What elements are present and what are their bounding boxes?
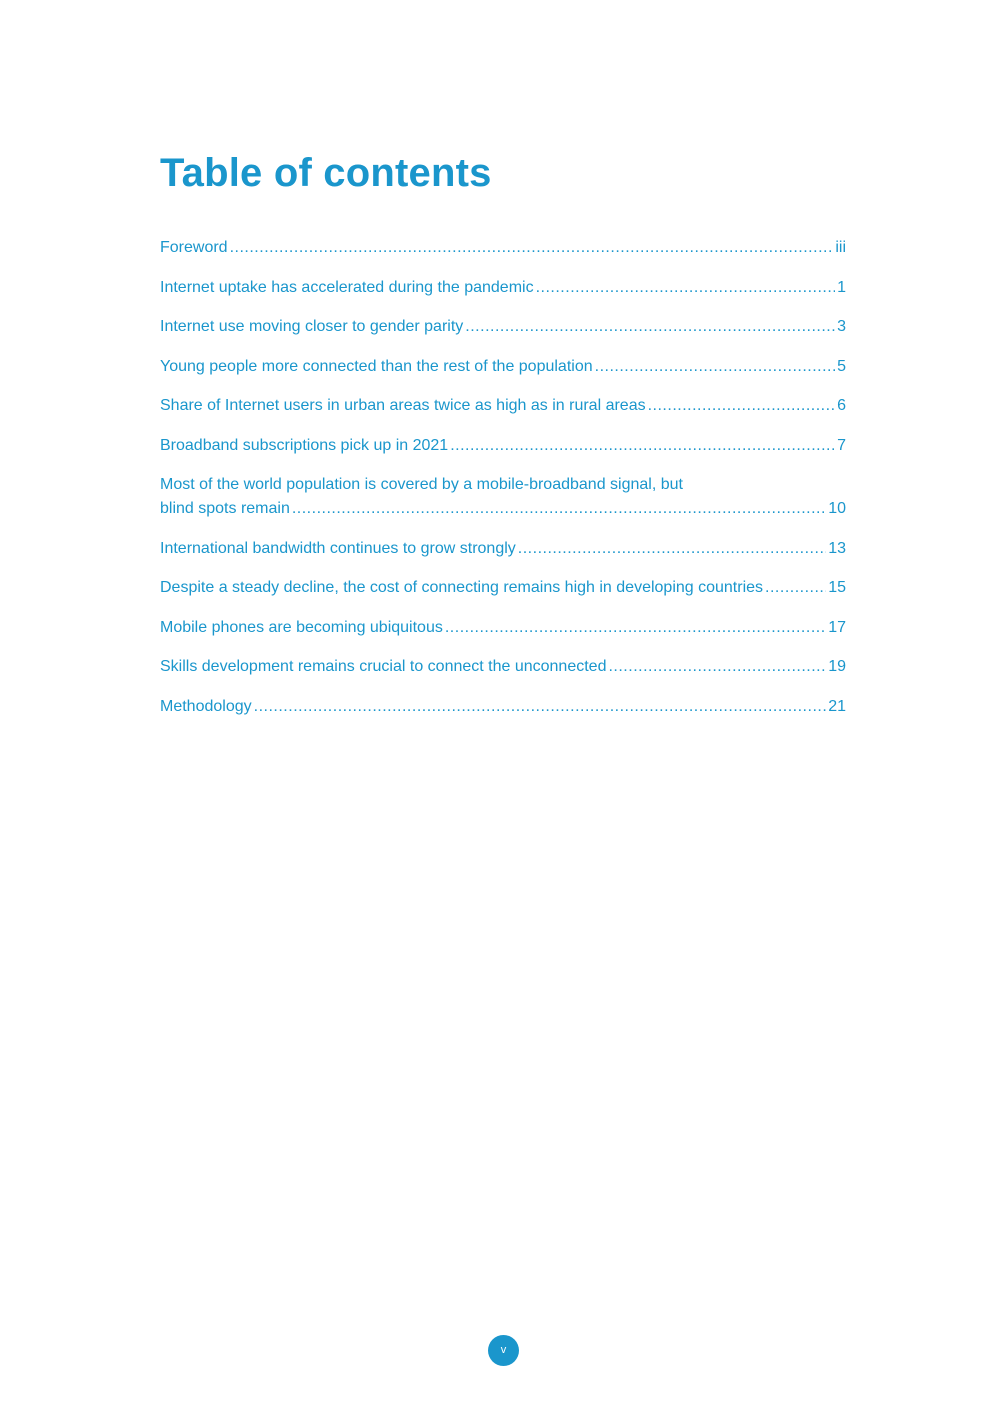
toc-page-number: 5 [837, 357, 846, 375]
toc-entry-cost-of-connecting[interactable] [160, 576, 846, 600]
toc-page-number: 7 [837, 436, 846, 454]
toc-entry-title: Young people more connected than the rest of the population [160, 357, 593, 375]
toc-entry-internet-uptake[interactable] [160, 276, 846, 300]
toc-page-number: 15 [828, 579, 846, 596]
toc-entry-mobile-broadband-coverage[interactable] [160, 473, 846, 521]
toc-entry-title: Share of Internet users in urban areas twice as high as in rural areas [160, 397, 646, 414]
table-of-contents [160, 236, 846, 734]
toc-page-number: 10 [828, 500, 846, 517]
toc-entry-title: Mobile phones are becoming ubiquitous [160, 618, 443, 636]
toc-entry-title-line1: Most of the world population is covered by a mobile-broadband signal, but [160, 476, 683, 493]
page-number-badge: v [488, 1335, 519, 1366]
dot-leader [465, 315, 835, 339]
dot-leader [765, 576, 826, 600]
toc-entry-title: Foreword [160, 239, 228, 256]
toc-entry-methodology[interactable] [160, 695, 846, 719]
toc-page-number: 1 [837, 278, 846, 296]
toc-entry-broadband-subscriptions[interactable] [160, 434, 846, 458]
dot-leader [536, 276, 836, 300]
toc-entry-title: Skills development remains crucial to connect the unconnected [160, 658, 607, 675]
toc-page-number: 3 [837, 318, 846, 335]
toc-entry-title: International bandwidth continues to grow strongly [160, 539, 516, 557]
toc-page-number: 6 [837, 397, 846, 414]
dot-leader [648, 394, 836, 418]
dot-leader [450, 434, 835, 458]
toc-entry-title: Broadband subscriptions pick up in 2021 [160, 436, 449, 454]
toc-entry-urban-rural[interactable] [160, 394, 846, 418]
toc-entry-title: Methodology [160, 697, 252, 715]
toc-entry-title: Internet uptake has accelerated during the pandemic [160, 278, 534, 296]
toc-entry-gender-parity[interactable] [160, 315, 846, 339]
dot-leader [608, 655, 826, 679]
toc-entry-title: Despite a steady decline, the cost of connecting remains high in developing countries [160, 579, 764, 596]
toc-entry-young-people[interactable] [160, 355, 846, 379]
toc-page-number: 13 [828, 539, 846, 557]
dot-leader [230, 236, 834, 260]
dot-leader [518, 537, 826, 561]
toc-page-number: 21 [828, 697, 846, 715]
dot-leader [595, 355, 835, 379]
dot-leader [292, 497, 826, 521]
toc-page-number: 19 [828, 658, 846, 675]
toc-page-number: 17 [828, 618, 846, 636]
toc-entry-foreword[interactable] [160, 236, 846, 260]
toc-page-number: iii [835, 239, 846, 256]
dot-leader [254, 695, 827, 719]
toc-entry-title-line2: blind spots remain [160, 500, 290, 517]
toc-entry-skills-development[interactable] [160, 655, 846, 679]
page-title: Table of contents [160, 151, 492, 195]
toc-entry-title: Internet use moving closer to gender parity [160, 318, 464, 335]
dot-leader [445, 616, 826, 640]
toc-entry-mobile-phones[interactable] [160, 616, 846, 640]
toc-entry-international-bandwidth[interactable] [160, 537, 846, 561]
